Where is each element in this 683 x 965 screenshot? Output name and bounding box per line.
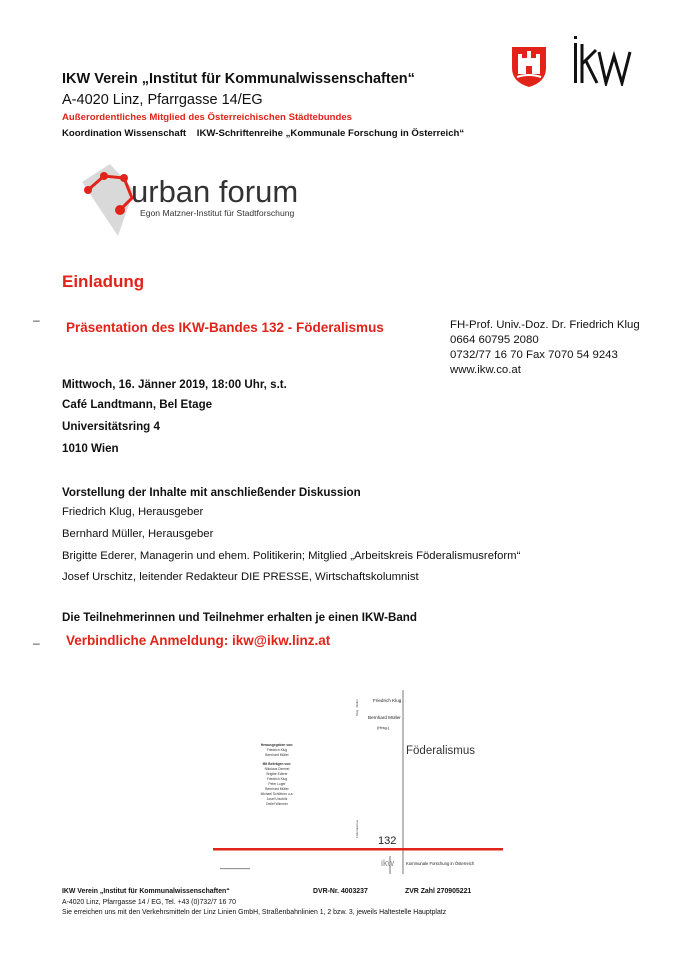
spine-authors: Klug · Müller [355,699,359,716]
back-contrib-heading: Mit Beiträgen von: [262,762,292,766]
speaker-item: Bernhard Müller, Herausgeber [62,528,214,540]
series-label: IKW-Schriftenreihe „Kommunale Forschung in Österreich“ [196,128,465,139]
back-contributor: Nikolaus Dimmel [264,767,290,771]
contact-block [450,318,640,378]
back-contributor: Peter Luger [268,782,286,786]
back-contributor: Detlef Wimmer [266,802,288,806]
program-heading: Vorstellung der Inhalte mit anschließender Diskussion [62,486,361,499]
cover-author: Bernhard Müller [368,715,401,720]
contact-phone-fax: 0732/77 16 70 Fax 7070 54 9243 [450,349,618,361]
ikw-logo [572,34,634,86]
book-cover-image [205,688,505,878]
back-contributor: Josef Urschitz [266,797,288,801]
footer-address: A-4020 Linz, Pfarrgasse 14 / EG, Tel. +43 (0)732/7 16 70 [62,899,236,906]
urban-forum-logo [74,160,306,238]
spine-title: Föderalismus [355,819,359,838]
urban-forum-name: urban forum [131,174,299,209]
cover-ikw-icon: ikw [381,858,394,868]
coordination-line [62,128,464,139]
event-venue: Café Landtmann, Bel Etage [62,398,213,411]
event-date-time: Mittwoch, 16. Jänner 2019, 18:00 Uhr, s.t. [62,378,287,391]
event-street: Universitätsring 4 [62,420,160,433]
registration-line: Verbindliche Anmeldung: ikw@ikw.linz.at [66,633,331,648]
participants-note: Die Teilnehmerinnen und Teilnehmer erhalten je einen IKW-Band [62,611,417,624]
cover-title: Föderalismus [406,745,476,757]
back-contributor: Michael Schöttner u.a. [260,792,294,796]
cover-hrsg: (Hrsg.) [377,725,390,730]
margin-dash: – [33,636,40,650]
contact-web: www.ikw.co.at [450,364,521,376]
event-city: 1010 Wien [62,442,119,455]
back-editor: Bernhard Müller [265,753,289,757]
membership-line: Außerordentliches Mitglied des Österreichischen Städtebundes [62,112,353,123]
organization-address: A-4020 Linz, Pfarrgasse 14/EG [62,92,263,108]
coordination-label: Koordination Wissenschaft [62,128,187,139]
back-contributor: Brigitte Ederer [266,772,288,776]
back-editor: Friedrich Klug [266,748,288,752]
presentation-title: Präsentation des IKW-Bandes 132 - Föderalismus [66,320,384,335]
footer-transport: Sie erreichen uns mit den Verkehrsmitteln der Linz Linien GmbH, Straßenbahnlinien 1, 2 bzw. 3, jeweils Haltestelle Hauptplatz [62,909,447,916]
cover-author: Friedrich Klug [373,698,402,703]
back-contributor: Friedrich Klug [266,777,288,781]
city-coat-of-arms-logo [511,46,547,88]
contact-name: FH-Prof. Univ.-Doz. Dr. Friedrich Klug [450,319,640,331]
cover-series: Kommunale Forschung in Österreich [406,861,475,866]
contact-mobile: 0664 60795 2080 [450,334,539,346]
speaker-item: Brigitte Ederer, Managerin und ehem. Politikerin; Mitglied „Arbeitskreis Föderalismusreform“ [62,550,521,562]
margin-dash: – [33,313,40,327]
speaker-item: Friedrich Klug, Herausgeber [62,506,204,518]
cover-volume-number: 132 [378,835,397,847]
invitation-title: Einladung [62,272,145,291]
footer-zvr: ZVR Zahl 270905221 [405,888,472,895]
back-editors-heading: Herausgegeben von: [260,743,294,747]
urban-forum-subtitle: Egon Matzner-Institut für Stadtforschung [140,208,295,218]
back-contributor: Bernhard Müller [265,787,289,791]
footer-org: IKW Verein „Institut für Kommunalwissenschaften“ [62,888,230,895]
organization-name: IKW Verein „Institut für Kommunalwissenschaften“ [62,71,415,87]
footer-dvr: DVR-Nr. 4003237 [313,888,368,895]
speaker-item: Josef Urschitz, leitender Redakteur DIE PRESSE, Wirtschaftskolumnist [62,571,419,583]
